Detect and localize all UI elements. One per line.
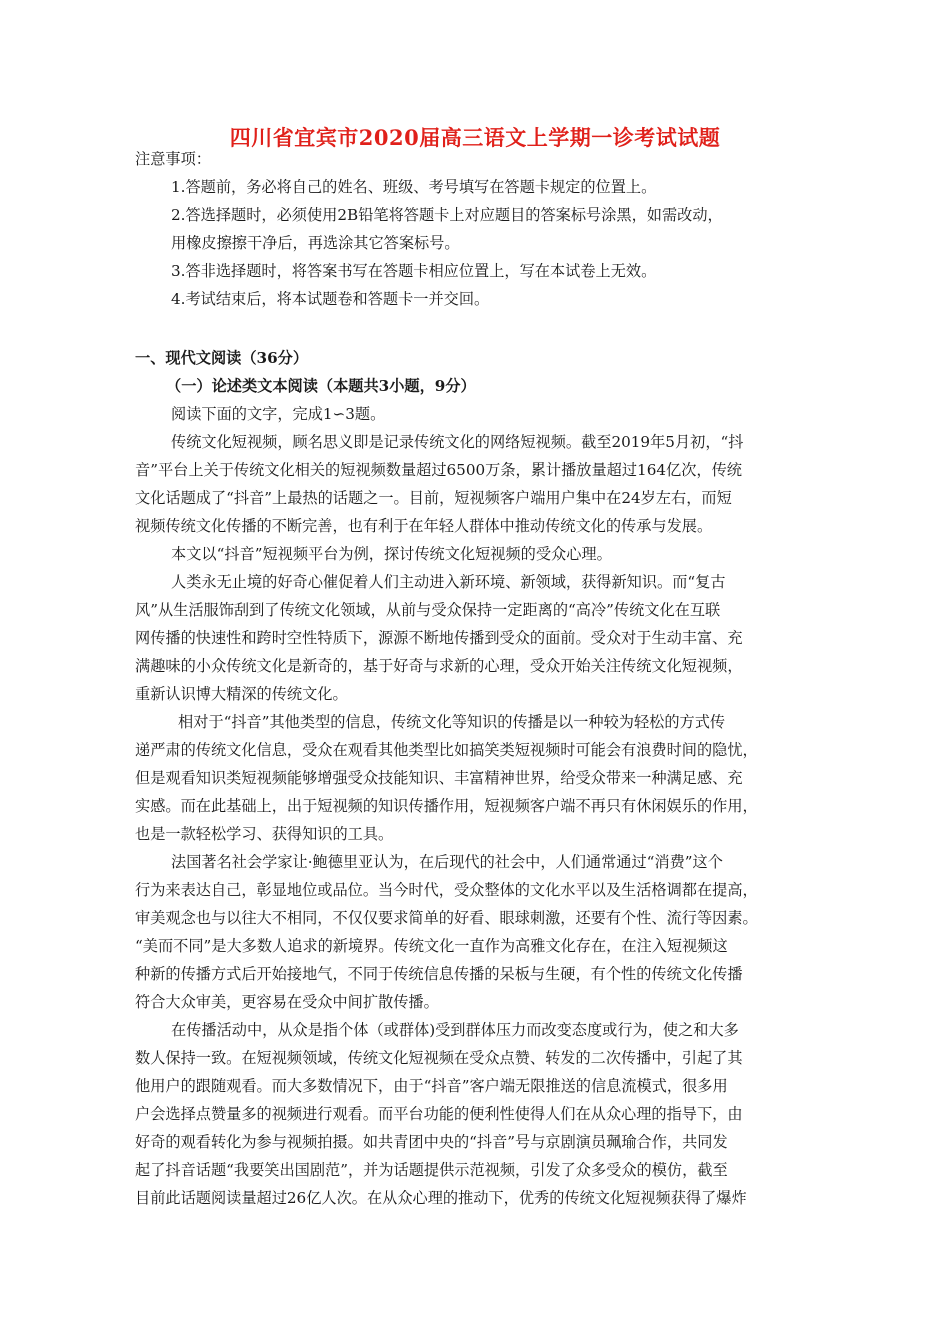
passage-line: “美而不同”是大多数人追求的新境界。传统文化一直作为高雅文化存在，在注入短视频这 xyxy=(135,937,728,955)
passage-line: 重新认识博大精深的传统文化。 xyxy=(135,685,348,703)
section-heading: 一、现代文阅读（36分） xyxy=(135,349,309,367)
passage-line: 文化话题成了“抖音”上最热的话题之一。目前，短视频客户端用户集中在24岁左右，而短 xyxy=(135,489,732,507)
passage-line: 种新的传播方式后开始接地气，不同于传统信息传播的呆板与生硬，有个性的传统文化传播 xyxy=(135,965,743,983)
passage-line: 传统文化短视频，顾名思义即是记录传统文化的网络短视频。截至2019年5月初，“抖 xyxy=(171,433,744,451)
passage-line: 符合大众审美，更容易在受众中间扩散传播。 xyxy=(135,993,439,1011)
passage-line: 好奇的观看转化为参与视频拍摄。如共青团中央的“抖音”号与京剧演员珮瑜合作，共同发 xyxy=(135,1133,728,1151)
notice-item: 用橡皮擦擦干净后，再选涂其它答案标号。 xyxy=(171,234,460,252)
notice-item: 3.答非选择题时，将答案书写在答题卡相应位置上，写在本试卷上无效。 xyxy=(171,262,657,280)
notice-item: 1.答题前，务必将自己的姓名、班级、考号填写在答题卡规定的位置上。 xyxy=(171,178,657,196)
notice-heading: 注意事项： xyxy=(135,150,211,168)
passage-line: 起了抖音话题“我要笑出国剧范”，并为话题提供示范视频，引发了众多受众的模仿，截至 xyxy=(135,1161,728,1179)
passage-line: 实感。而在此基础上，出于短视频的知识传播作用，短视频客户端不再只有休闲娱乐的作用， xyxy=(135,797,758,815)
passage-line: 人类永无止境的好奇心催促着人们主动进入新环境、新领域，获得新知识。而“复古 xyxy=(171,573,726,591)
notice-item: 2.答选择题时，必须使用2B铅笔将答题卡上对应题目的答案标号涂黑，如需改动， xyxy=(171,206,723,224)
passage-line: 相对于“抖音”其他类型的信息，传统文化等知识的传播是以一种较为轻松的方式传 xyxy=(178,713,726,731)
passage-line: 审美观念也与以往大不相同，不仅仅要求简单的好看、眼球刺激，还要有个性、流行等因素。 xyxy=(135,909,758,927)
passage-line: 他用户的跟随观看。而大多数情况下，由于“抖音”客户端无限推送的信息流模式，很多用 xyxy=(135,1077,728,1095)
notice-item: 4.考试结束后，将本试题卷和答题卡一并交回。 xyxy=(171,290,490,308)
passage-line: 数人保持一致。在短视频领域，传统文化短视频在受众点赞、转发的二次传播中，引起了其 xyxy=(135,1049,743,1067)
passage-line: 行为来表达自己，彰显地位或品位。当今时代，受众整体的文化水平以及生活格调都在提高， xyxy=(135,881,758,899)
passage-line: 视频传统文化传播的不断完善，也有利于在年轻人群体中推动传统文化的传承与发展。 xyxy=(135,517,713,535)
passage-line: 法国著名社会学家让·鲍德里亚认为，在后现代的社会中，人们通常通过“消费”这个 xyxy=(171,853,723,871)
passage-line: 递严肃的传统文化信息，受众在观看其他类型比如搞笑类短视频时可能会有浪费时间的隐忧， xyxy=(135,741,758,759)
passage-line: 风”从生活服饰刮到了传统文化领域，从前与受众保持一定距离的“高冷”传统文化在互联 xyxy=(135,601,721,619)
subsection-heading: （一）论述类文本阅读（本题共3小题，9分） xyxy=(166,377,476,395)
passage-line: 在传播活动中，从众是指个体（或群体)受到群体压力而改变态度或行为，使之和大多 xyxy=(171,1021,739,1039)
passage-line: 但是观看知识类短视频能够增强受众技能知识、丰富精神世界，给受众带来一种满足感、充 xyxy=(135,769,743,787)
passage-line: 满趣味的小众传统文化是新奇的，基于好奇与求新的心理，受众开始关注传统文化短视频， xyxy=(135,657,743,675)
page-title: 四川省宜宾市2020届高三语文上学期一诊考试试题 xyxy=(229,125,721,150)
passage-line: 音”平台上关于传统文化相关的短视频数量超过6500万条，累计播放量超过164亿次，传统 xyxy=(135,461,742,479)
passage-line: 目前此话题阅读量超过26亿人次。在从众心理的推动下，优秀的传统文化短视频获得了爆炸 xyxy=(135,1189,747,1207)
passage-line: 户会选择点赞量多的视频进行观看。而平台功能的便利性使得人们在从众心理的指导下，由 xyxy=(135,1105,743,1123)
instruction: 阅读下面的文字，完成1∽3题。 xyxy=(171,405,386,423)
passage-line: 网传播的快速性和跨时空性特质下，源源不断地传播到受众的面前。受众对于生动丰富、充 xyxy=(135,629,743,647)
passage-line: 本文以“抖音”短视频平台为例，探讨传统文化短视频的受众心理。 xyxy=(171,545,612,563)
passage-line: 也是一款轻松学习、获得知识的工具。 xyxy=(135,825,394,843)
